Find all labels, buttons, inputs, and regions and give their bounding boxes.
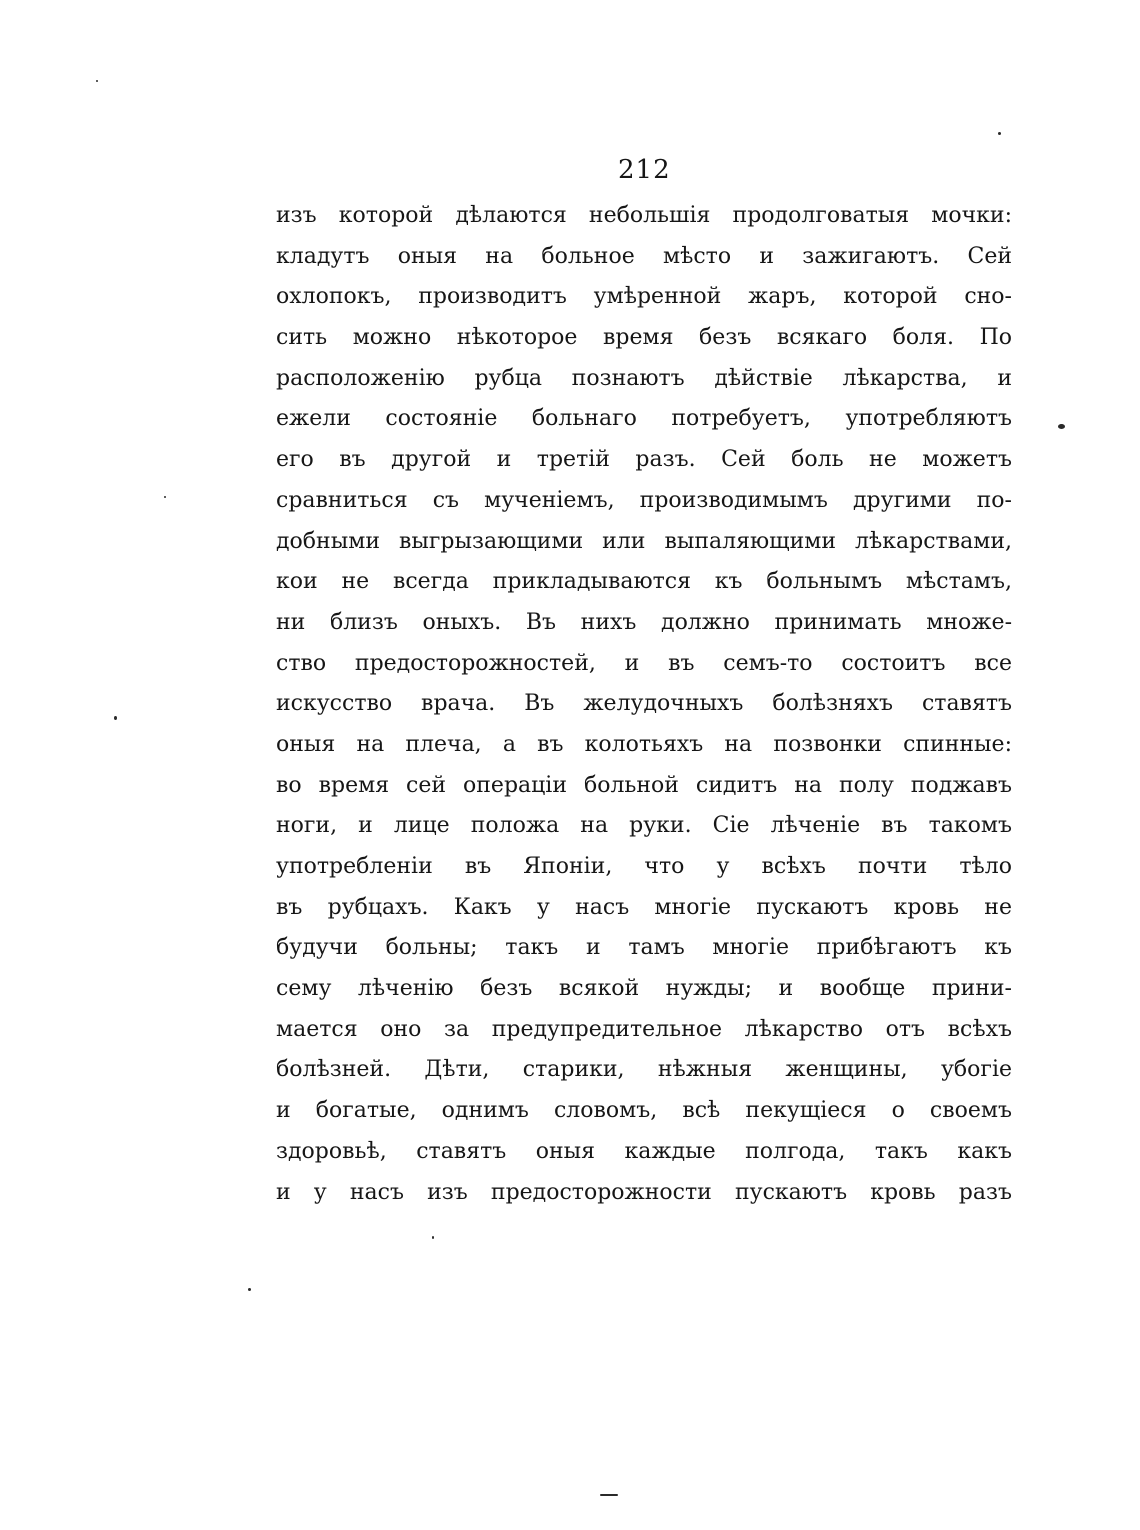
- text-line: мается оно за предупредительное лѣкарство отъ всѣхъ: [276, 1016, 1012, 1042]
- scan-speck: [432, 1236, 434, 1239]
- text-line: болѣзней. Дѣти, старики, нѣжныя женщины, убогіе: [276, 1057, 1012, 1083]
- text-line: ство предосторожностей, и въ семъ-то состоитъ все: [276, 650, 1012, 676]
- text-line: сравниться съ мученіемъ, производимымъ другими по-: [276, 487, 1012, 513]
- scan-speck: [998, 132, 1001, 135]
- scan-speck: [248, 1288, 251, 1291]
- text-line: здоровьѣ, ставятъ оныя каждые полгода, такъ какъ: [276, 1138, 1012, 1164]
- scan-speck: [96, 80, 98, 82]
- text-line: добными выгрызающими или выпаляющими лѣкарствами,: [276, 528, 1012, 554]
- text-line: искусство врача. Въ желудочныхъ болѣзняхъ ставятъ: [276, 691, 1012, 717]
- text-line: ноги, и лице положа на руки. Сіе лѣченіе въ такомъ: [276, 813, 1012, 839]
- scan-speck: [164, 496, 166, 498]
- text-line: его въ другой и третій разъ. Сей боль не можетъ: [276, 447, 1012, 473]
- body-text: [276, 196, 1012, 1213]
- text-line: кладутъ оныя на больное мѣсто и зажигаютъ. Сей: [276, 243, 1012, 269]
- text-line: сить можно нѣкоторое время безъ всякаго боля. По: [276, 325, 1012, 351]
- scan-speck: [600, 1494, 618, 1496]
- text-line: изъ которой дѣлаются небольшія продолговатыя мочки:: [276, 203, 1012, 228]
- text-line: кои не всегда прикладываются къ больнымъ мѣстамъ,: [276, 569, 1012, 595]
- text-line: во время сей операціи больной сидитъ на полу поджавъ: [276, 772, 1012, 798]
- text-line: сему лѣченію безъ всякой нужды; и вообще прини-: [276, 976, 1012, 1002]
- page-number: 212: [618, 155, 671, 185]
- text-line: и богатые, однимъ словомъ, всѣ пекущіеся о своемъ: [276, 1098, 1012, 1124]
- text-line: ежели состояніе больнаго потребуетъ, употребляютъ: [276, 406, 1012, 432]
- scan-speck: [114, 716, 117, 720]
- text-line: въ рубцахъ. Какъ у насъ многіе пускаютъ кровь не: [276, 894, 1012, 920]
- text-line: и у насъ изъ предосторожности пускаютъ кровь разъ: [276, 1179, 1012, 1205]
- text-line: будучи больны; такъ и тамъ многіе прибѣгаютъ къ: [276, 935, 1012, 961]
- text-line: расположенію рубца познаютъ дѣйствіе лѣкарства, и: [276, 365, 1012, 391]
- text-line: употребленіи въ Японіи, что у всѣхъ почти тѣло: [276, 854, 1012, 879]
- scan-speck: [1058, 424, 1065, 429]
- text-line: оныя на плеча, а въ колотьяхъ на позвонки спинные:: [276, 731, 1012, 757]
- text-line: охлопокъ, производитъ умѣренной жаръ, которой сно-: [276, 284, 1012, 310]
- text-line: ни близъ оныхъ. Въ нихъ должно принимать множе-: [276, 609, 1012, 635]
